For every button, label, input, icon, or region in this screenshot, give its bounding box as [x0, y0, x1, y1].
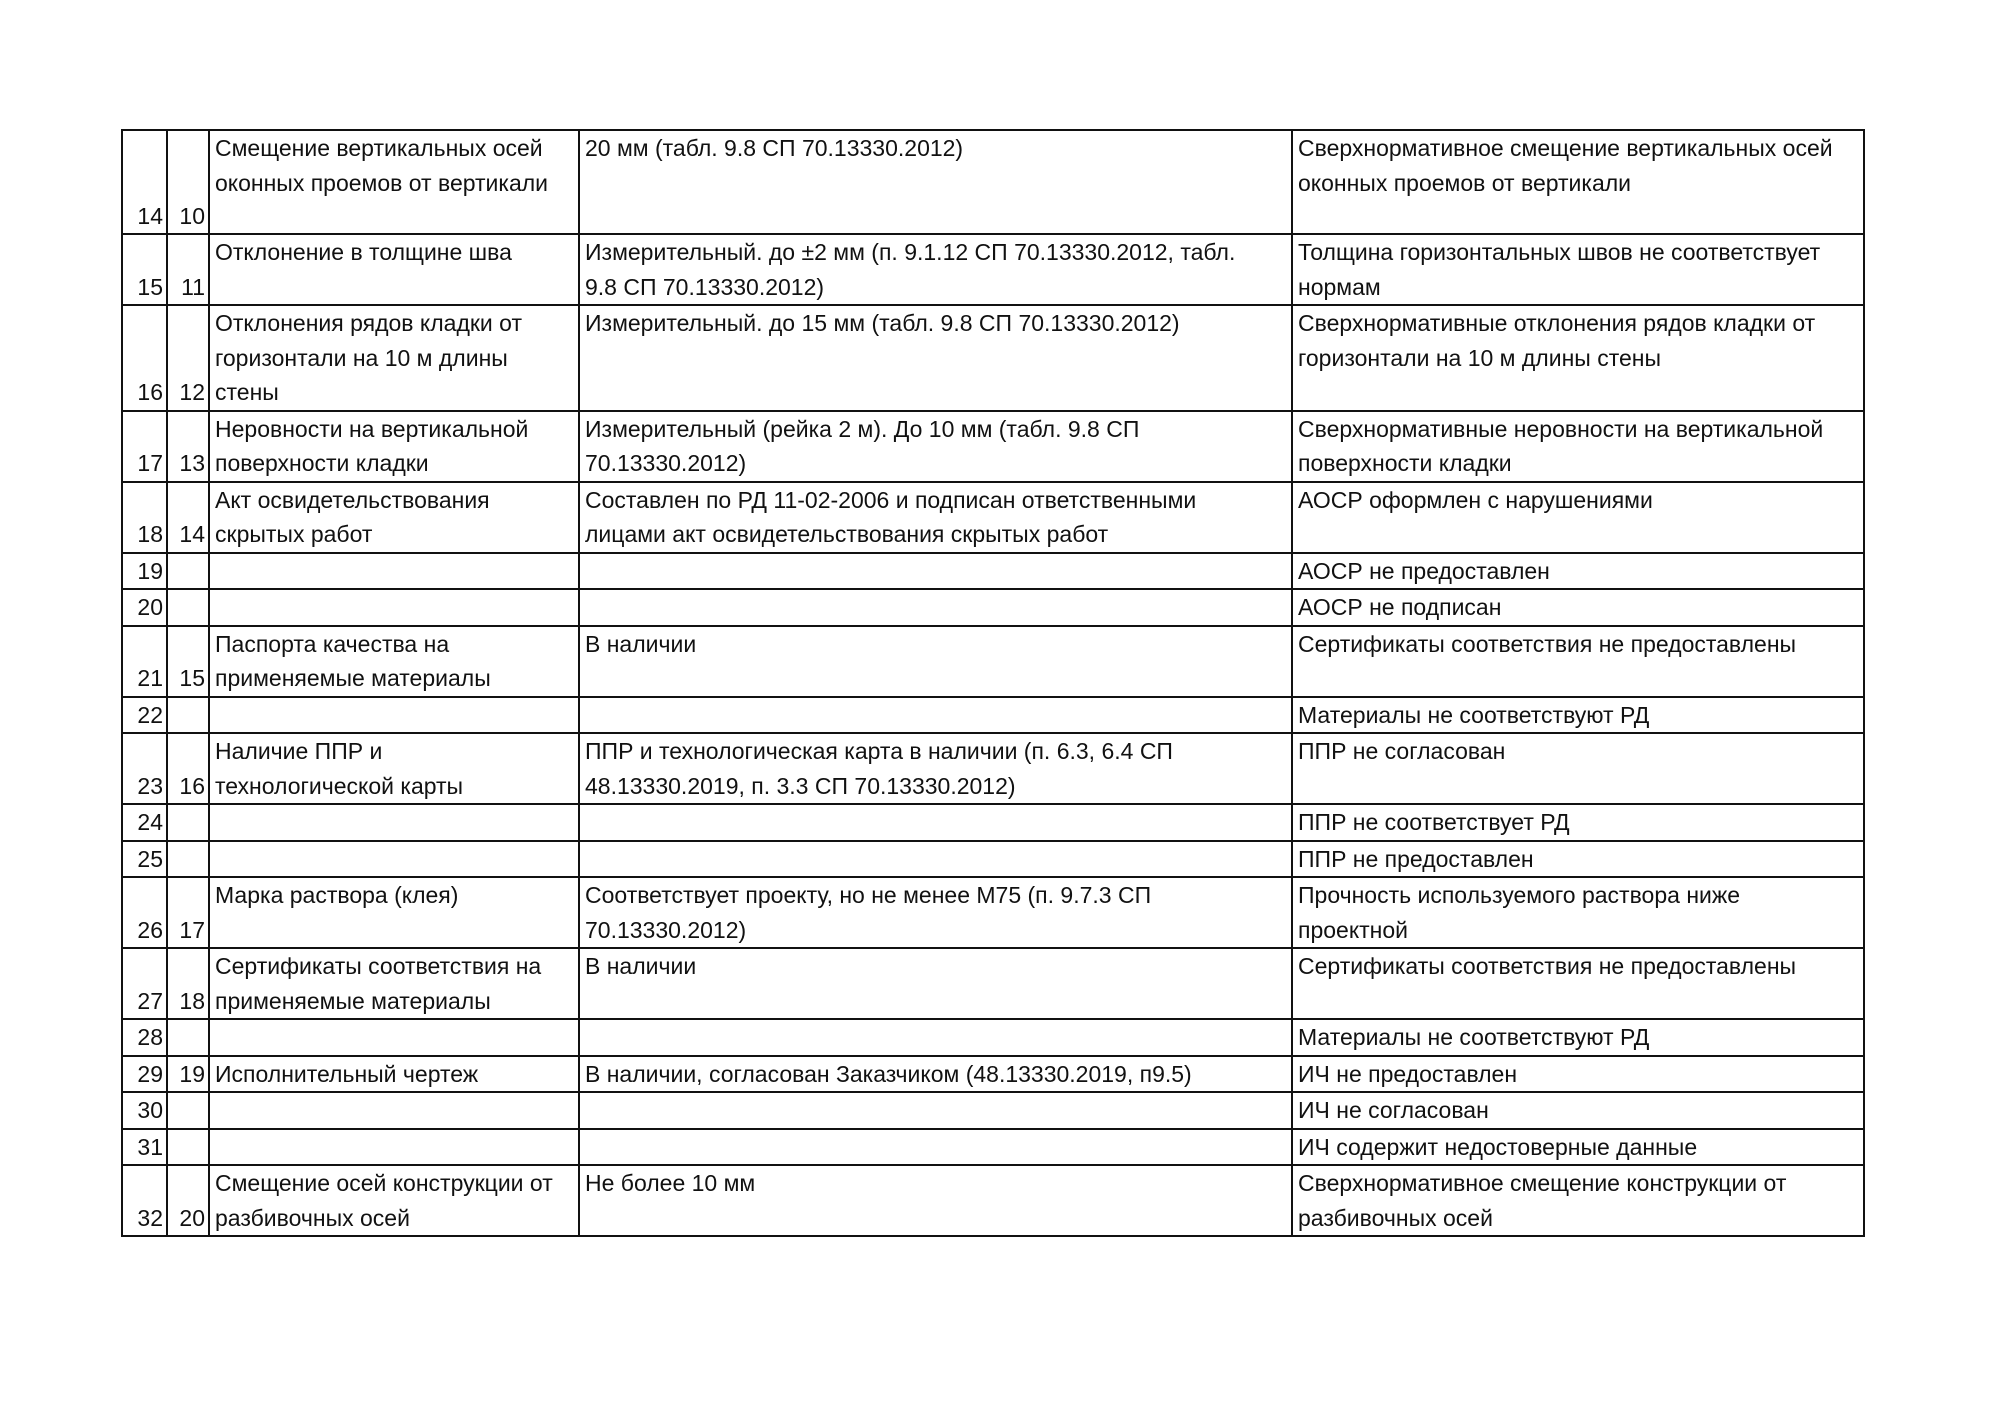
parameter-cell [209, 1092, 579, 1129]
row-number: 24 [122, 804, 167, 841]
norm-cell [579, 589, 1292, 626]
defect-cell: ППР не соответствует РД [1292, 804, 1864, 841]
parameter-cell [209, 697, 579, 734]
criterion-number [167, 1092, 209, 1129]
parameter-cell: Отклонение в толщине шва [209, 234, 579, 305]
defect-cell: АОСР не подписан [1292, 589, 1864, 626]
parameter-cell [209, 1129, 579, 1166]
table-row [122, 553, 1864, 590]
defect-cell: Сверхнормативные отклонения рядов кладки от горизонтали на 10 м длины стены [1292, 305, 1864, 411]
table-row [122, 305, 1864, 411]
norm-cell: Измерительный (рейка 2 м). До 10 мм (табл. 9.8 СП 70.13330.2012) [579, 411, 1292, 482]
defect-cell: ИЧ не согласован [1292, 1092, 1864, 1129]
defect-cell: Сверхнормативное смещение конструкции от разбивочных осей [1292, 1165, 1864, 1236]
norm-cell [579, 1019, 1292, 1056]
parameter-cell: Исполнительный чертеж [209, 1056, 579, 1093]
norm-cell: Составлен по РД 11-02-2006 и подписан ответственными лицами акт освидетельствования скрытых работ [579, 482, 1292, 553]
parameter-cell [209, 804, 579, 841]
criterion-number: 18 [167, 948, 209, 1019]
defect-cell: АОСР не предоставлен [1292, 553, 1864, 590]
criterion-number [167, 553, 209, 590]
row-number: 20 [122, 589, 167, 626]
criterion-number [167, 1129, 209, 1166]
row-number: 29 [122, 1056, 167, 1093]
table-row [122, 804, 1864, 841]
row-number: 25 [122, 841, 167, 878]
criterion-number: 10 [167, 130, 209, 234]
table-row [122, 411, 1864, 482]
table-row [122, 841, 1864, 878]
row-number: 22 [122, 697, 167, 734]
row-number: 15 [122, 234, 167, 305]
row-number: 27 [122, 948, 167, 1019]
row-number: 18 [122, 482, 167, 553]
parameter-cell [209, 589, 579, 626]
criterion-number: 11 [167, 234, 209, 305]
table-row [122, 733, 1864, 804]
criterion-number [167, 841, 209, 878]
defect-cell: Толщина горизонтальных швов не соответствует нормам [1292, 234, 1864, 305]
table-row [122, 948, 1864, 1019]
table-row [122, 697, 1864, 734]
norm-cell: ППР и технологическая карта в наличии (п. 6.3, 6.4 СП 48.13330.2019, п. 3.3 СП 70.13330.2012) [579, 733, 1292, 804]
defect-cell: Материалы не соответствуют РД [1292, 697, 1864, 734]
defect-cell: АОСР оформлен с нарушениями [1292, 482, 1864, 553]
row-number: 30 [122, 1092, 167, 1129]
table-row [122, 1165, 1864, 1236]
table-row [122, 1092, 1864, 1129]
parameter-cell: Наличие ППР и технологической карты [209, 733, 579, 804]
parameter-cell [209, 553, 579, 590]
parameter-cell: Отклонения рядов кладки от горизонтали на 10 м длины стены [209, 305, 579, 411]
defect-cell: ППР не согласован [1292, 733, 1864, 804]
norm-cell: В наличии, согласован Заказчиком (48.13330.2019, п9.5) [579, 1056, 1292, 1093]
norm-cell [579, 697, 1292, 734]
row-number: 28 [122, 1019, 167, 1056]
criterion-number: 20 [167, 1165, 209, 1236]
norm-cell: Не более 10 мм [579, 1165, 1292, 1236]
norm-cell [579, 553, 1292, 590]
defect-cell: Материалы не соответствуют РД [1292, 1019, 1864, 1056]
parameter-cell: Паспорта качества на применяемые материалы [209, 626, 579, 697]
table-row [122, 589, 1864, 626]
table-row [122, 130, 1864, 234]
row-number: 31 [122, 1129, 167, 1166]
criterion-number [167, 804, 209, 841]
row-number: 32 [122, 1165, 167, 1236]
norm-cell: В наличии [579, 626, 1292, 697]
table-row [122, 1129, 1864, 1166]
criterion-number: 15 [167, 626, 209, 697]
parameter-cell: Смещение осей конструкции от разбивочных осей [209, 1165, 579, 1236]
criterion-number: 19 [167, 1056, 209, 1093]
norm-cell: В наличии [579, 948, 1292, 1019]
row-number: 17 [122, 411, 167, 482]
defect-cell: ИЧ содержит недостоверные данные [1292, 1129, 1864, 1166]
norm-cell [579, 1092, 1292, 1129]
parameter-cell: Смещение вертикальных осей оконных проемов от вертикали [209, 130, 579, 234]
row-number: 26 [122, 877, 167, 948]
criterion-number: 17 [167, 877, 209, 948]
defect-cell: ППР не предоставлен [1292, 841, 1864, 878]
criterion-number [167, 1019, 209, 1056]
norm-cell [579, 1129, 1292, 1166]
table-row [122, 1056, 1864, 1093]
row-number: 19 [122, 553, 167, 590]
inspection-table [121, 129, 1865, 1237]
table-row [122, 234, 1864, 305]
parameter-cell: Марка раствора (клея) [209, 877, 579, 948]
parameter-cell: Акт освидетельствования скрытых работ [209, 482, 579, 553]
norm-cell [579, 804, 1292, 841]
norm-cell: Измерительный. до ±2 мм (п. 9.1.12 СП 70.13330.2012, табл. 9.8 СП 70.13330.2012) [579, 234, 1292, 305]
norm-cell: Измерительный. до 15 мм (табл. 9.8 СП 70.13330.2012) [579, 305, 1292, 411]
parameter-cell [209, 841, 579, 878]
defect-cell: Прочность используемого раствора ниже проектной [1292, 877, 1864, 948]
table-row [122, 1019, 1864, 1056]
defect-cell: Сверхнормативное смещение вертикальных осей оконных проемов от вертикали [1292, 130, 1864, 234]
defect-cell: ИЧ не предоставлен [1292, 1056, 1864, 1093]
row-number: 23 [122, 733, 167, 804]
parameter-cell: Неровности на вертикальной поверхности кладки [209, 411, 579, 482]
criterion-number [167, 697, 209, 734]
table-row [122, 482, 1864, 553]
criterion-number [167, 589, 209, 626]
defect-cell: Сверхнормативные неровности на вертикальной поверхности кладки [1292, 411, 1864, 482]
defect-cell: Сертификаты соответствия не предоставлены [1292, 948, 1864, 1019]
table-row [122, 626, 1864, 697]
parameter-cell [209, 1019, 579, 1056]
row-number: 21 [122, 626, 167, 697]
norm-cell: Соответствует проекту, но не менее М75 (п. 9.7.3 СП 70.13330.2012) [579, 877, 1292, 948]
norm-cell: 20 мм (табл. 9.8 СП 70.13330.2012) [579, 130, 1292, 234]
table-row [122, 877, 1864, 948]
norm-cell [579, 841, 1292, 878]
criterion-number: 16 [167, 733, 209, 804]
criterion-number: 13 [167, 411, 209, 482]
row-number: 16 [122, 305, 167, 411]
parameter-cell: Сертификаты соответствия на применяемые материалы [209, 948, 579, 1019]
defect-cell: Сертификаты соответствия не предоставлены [1292, 626, 1864, 697]
row-number: 14 [122, 130, 167, 234]
criterion-number: 14 [167, 482, 209, 553]
criterion-number: 12 [167, 305, 209, 411]
